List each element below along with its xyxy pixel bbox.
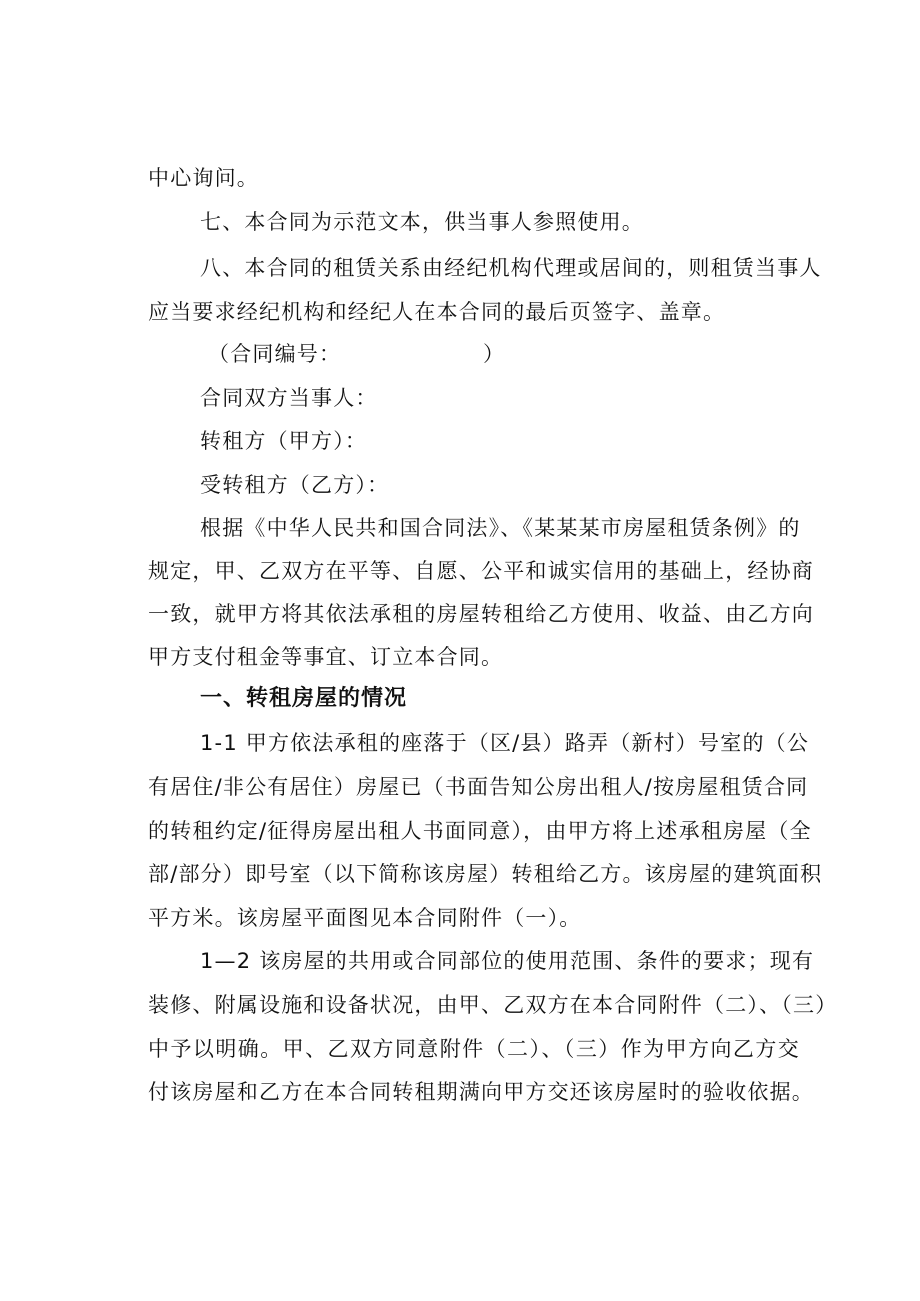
text-line-17: 平方米。该房屋平面图见本合同附件（一）。	[148, 906, 582, 930]
text-line-2: 七、本合同为示范文本，供当事人参照使用。	[200, 210, 644, 234]
text-line-12: 甲方支付租金等事宜、订立本合同。	[148, 645, 504, 669]
party-b-label: 受转租方（乙方）：	[200, 473, 390, 497]
text-line-16: 部/部分）即号室（以下简称该房屋）转租给乙方。该房屋的建筑面积	[148, 862, 823, 886]
text-line-14: 有居住/非公有居住）房屋已（书面告知公房出租人/按房屋租赁合同	[148, 775, 809, 799]
party-a-label: 转租方（甲方）：	[200, 429, 368, 453]
text-line-21: 付该房屋和乙方在本合同转租期满向甲方交还该房屋时的验收依据。	[148, 1080, 814, 1104]
section-heading: 一、转租房屋的情况	[200, 686, 408, 711]
text-line-10: 规定，甲、乙双方在平等、自愿、公平和诚实信用的基础上，经协商	[148, 559, 814, 583]
text-line-1: 中心询问。	[148, 166, 259, 190]
text-line-13: 1-1 甲方依法承租的座落于（区/县）路弄（新村）号室的（公	[200, 731, 810, 755]
text-line-3: 八、本合同的租赁关系由经纪机构代理或居间的，则租赁当事人	[200, 256, 822, 280]
text-line-19: 装修、附属设施和设备状况，由甲、乙双方在本合同附件（二）、（三）	[148, 993, 838, 1017]
text-line-11: 一致，就甲方将其依法承租的房屋转租给乙方使用、收益、由乙方向	[148, 602, 814, 626]
text-line-18: 1—2 该房屋的共用或合同部位的使用范围、条件的要求；现有	[200, 949, 815, 973]
contract-number-line: （合同编号： ）	[208, 342, 506, 366]
text-line-15: 的转租约定/征得房屋出租人书面同意），由甲方将上述承租房屋（全	[148, 819, 812, 843]
text-line-9: 根据《中华人民共和国合同法》、《某某某市房屋租赁条例》的	[200, 516, 801, 540]
parties-label: 合同双方当事人：	[200, 386, 378, 410]
text-line-20: 中予以明确。甲、乙双方同意附件（二）、（三）作为甲方向乙方交	[148, 1037, 800, 1061]
text-line-4: 应当要求经纪机构和经纪人在本合同的最后页签字、盖章。	[148, 300, 726, 324]
